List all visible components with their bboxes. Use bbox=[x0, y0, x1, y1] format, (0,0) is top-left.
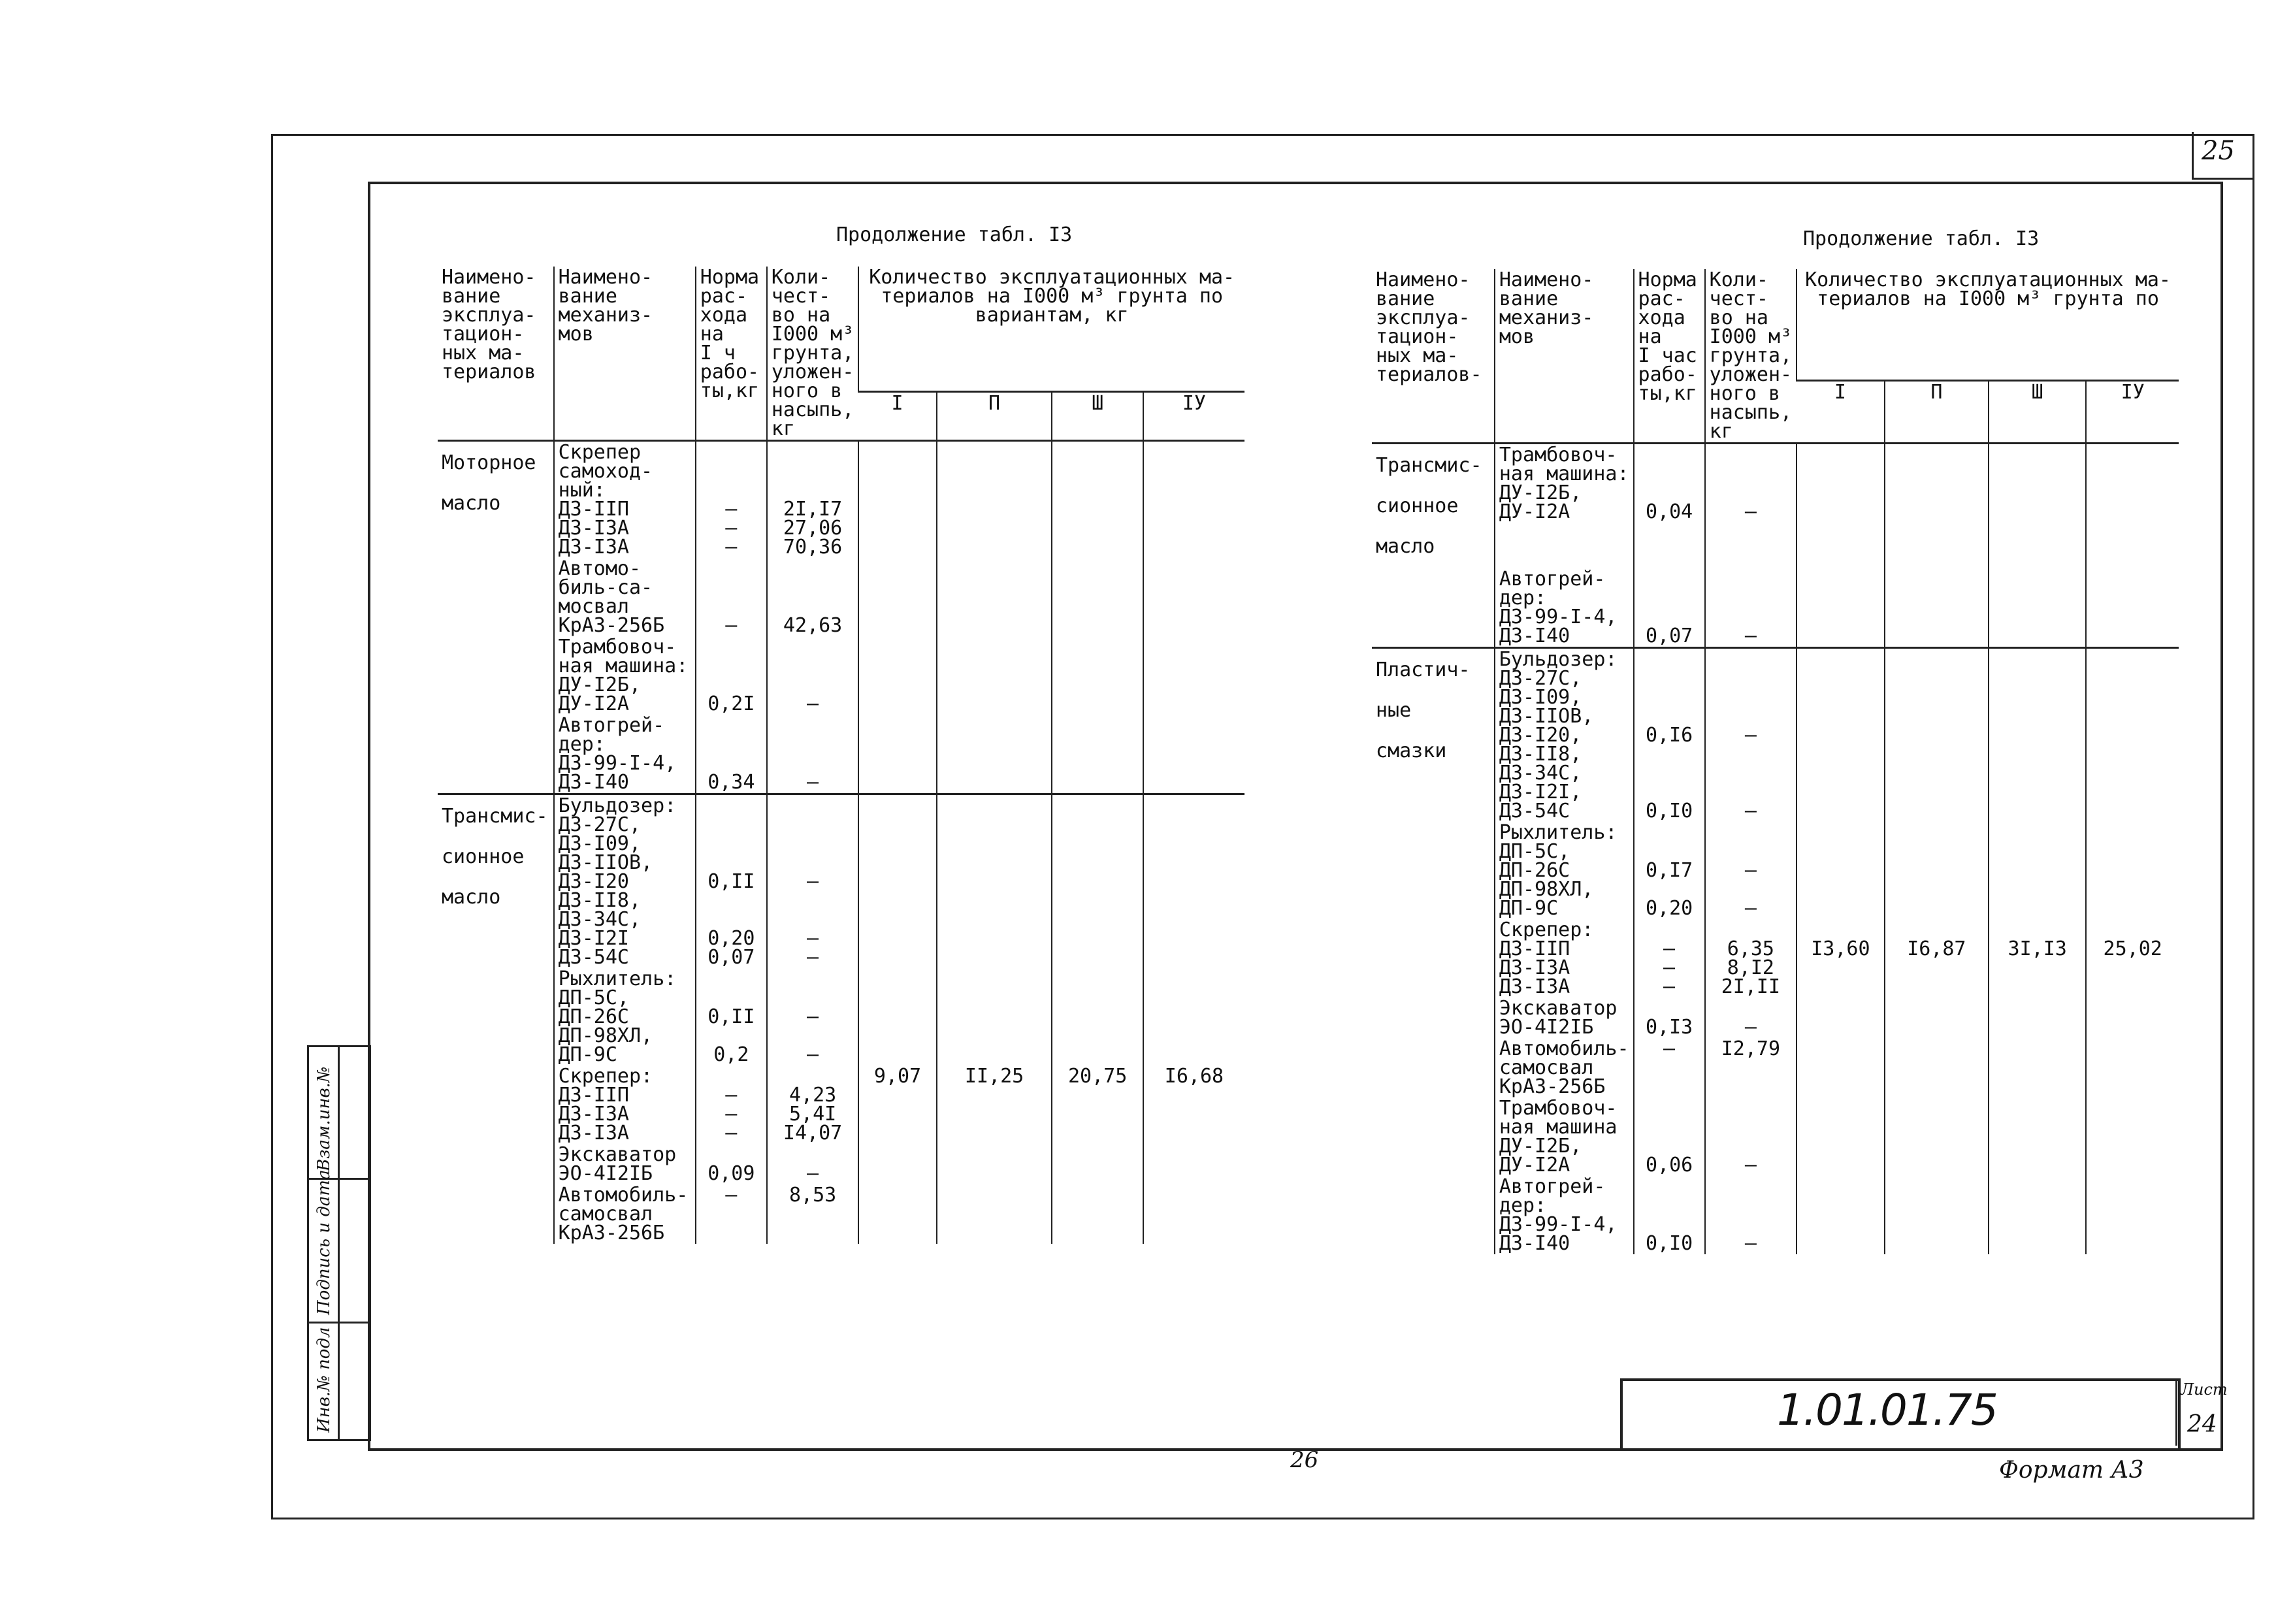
cell-material bbox=[438, 636, 554, 715]
header-variant-1: I bbox=[858, 392, 936, 441]
cell-variant-3 bbox=[1052, 1144, 1143, 1184]
cell-quantity: – bbox=[1705, 1097, 1797, 1176]
document-code: 1.01.01.75 bbox=[1777, 1385, 1997, 1435]
cell-variant-1 bbox=[858, 1184, 936, 1244]
cell-variant-4 bbox=[1143, 558, 1244, 636]
cell-variant-4 bbox=[1143, 1184, 1244, 1244]
table-row bbox=[438, 441, 1244, 559]
cell-quantity: 2I,I7 27,06 70,36 bbox=[767, 441, 858, 559]
cell-variant-1: I3,60 bbox=[1797, 919, 1885, 998]
cell-variant-4 bbox=[2086, 1038, 2179, 1097]
cell-mechanism: Скрепер: ДЗ-IIП ДЗ-I3А ДЗ-I3А bbox=[554, 1065, 696, 1144]
table-row bbox=[1372, 568, 2179, 648]
table-row bbox=[438, 1144, 1244, 1184]
table-row bbox=[1372, 919, 2179, 998]
cell-variant-1 bbox=[1797, 648, 1885, 822]
footer-number: 26 bbox=[1290, 1447, 1319, 1473]
cell-variant-4: I6,68 bbox=[1143, 1065, 1244, 1144]
cell-variant-3 bbox=[1052, 794, 1143, 969]
cell-variant-4 bbox=[1143, 1144, 1244, 1184]
cell-material bbox=[1372, 1038, 1495, 1097]
cell-variant-3 bbox=[1989, 1176, 2086, 1254]
table-row bbox=[1372, 648, 2179, 822]
cell-variant-3 bbox=[1052, 441, 1143, 559]
cell-variant-4 bbox=[1143, 794, 1244, 969]
cell-material bbox=[1372, 822, 1495, 919]
cell-material bbox=[438, 558, 554, 636]
cell-variant-4 bbox=[2086, 998, 2179, 1038]
cell-variant-3 bbox=[1989, 998, 2086, 1038]
cell-norm: – – – bbox=[696, 441, 767, 559]
header-variant-1: I bbox=[1797, 380, 1885, 443]
table-row bbox=[438, 1184, 1244, 1244]
right-continuation-title: Продолжение табл. I3 bbox=[1803, 227, 2040, 250]
cell-mechanism: Автогрей- дер: ДЗ-99-I-4, ДЗ-I40 bbox=[1495, 568, 1634, 648]
cell-mechanism: Скрепер: ДЗ-IIП ДЗ-I3А ДЗ-I3А bbox=[1495, 919, 1634, 998]
cell-norm: 0,I0 bbox=[1634, 1176, 1705, 1254]
table-row bbox=[438, 715, 1244, 794]
header-variant-3: Ш bbox=[1989, 380, 2086, 443]
side-stamp-sign-date: Подпись и дата bbox=[314, 1169, 334, 1315]
cell-variant-1 bbox=[858, 441, 936, 559]
table-row bbox=[438, 968, 1244, 1065]
header-variant-4: IУ bbox=[2086, 380, 2179, 443]
header-norm: Норма рас- хода на I час рабо- ты,кг bbox=[1634, 269, 1705, 444]
cell-variant-3 bbox=[1989, 568, 2086, 648]
cell-variant-4 bbox=[1143, 441, 1244, 559]
cell-variant-2: I6,87 bbox=[1885, 919, 1989, 998]
cell-material bbox=[1372, 919, 1495, 998]
cell-mechanism: Экскаватор ЭО-4I2IБ bbox=[554, 1144, 696, 1184]
cell-variant-4 bbox=[1143, 636, 1244, 715]
cell-variant-2 bbox=[937, 794, 1052, 969]
cell-mechanism: Автомобиль- самосвал КрАЗ-256Б bbox=[554, 1184, 696, 1244]
cell-variant-4 bbox=[1143, 968, 1244, 1065]
cell-norm: 0,04 bbox=[1634, 444, 1705, 569]
cell-variant-3 bbox=[1989, 1038, 2086, 1097]
cell-mechanism: Рыхлитель: ДП-5С, ДП-26С ДП-98ХЛ, ДП-9С bbox=[1495, 822, 1634, 919]
cell-variant-1 bbox=[1797, 568, 1885, 648]
cell-variant-3: 20,75 bbox=[1052, 1065, 1143, 1144]
cell-quantity: – bbox=[1705, 444, 1797, 569]
cell-variant-1 bbox=[1797, 998, 1885, 1038]
cell-variant-3 bbox=[1989, 648, 2086, 822]
cell-variant-4 bbox=[2086, 648, 2179, 822]
cell-norm: – bbox=[696, 1184, 767, 1244]
header-variant-2: П bbox=[937, 392, 1052, 441]
cell-variant-2 bbox=[1885, 568, 1989, 648]
cell-variant-1: 9,07 bbox=[858, 1065, 936, 1144]
cell-norm: 0,II 0,20 0,07 bbox=[696, 794, 767, 969]
cell-material bbox=[438, 1184, 554, 1244]
cell-quantity: – bbox=[767, 715, 858, 794]
left-table bbox=[438, 267, 1244, 1244]
cell-variant-4 bbox=[2086, 444, 2179, 569]
sheet-number: 24 bbox=[2187, 1411, 2217, 1438]
cell-material bbox=[438, 1144, 554, 1184]
cell-quantity: – bbox=[767, 1144, 858, 1184]
cell-variant-4 bbox=[1143, 715, 1244, 794]
cell-norm: – – – bbox=[696, 1065, 767, 1144]
cell-material bbox=[1372, 998, 1495, 1038]
cell-variant-2: II,25 bbox=[937, 1065, 1052, 1144]
cell-variant-1 bbox=[858, 1144, 936, 1184]
cell-variant-1 bbox=[858, 558, 936, 636]
cell-mechanism: Автогрей- дер: ДЗ-99-I-4, ДЗ-I40 bbox=[554, 715, 696, 794]
cell-mechanism: Скрепер самоход- ный: ДЗ-IIП ДЗ-I3А ДЗ-I3А bbox=[554, 441, 696, 559]
side-stamp-inv-no: Инв.№ подл bbox=[314, 1327, 334, 1433]
cell-variant-4: 25,02 bbox=[2086, 919, 2179, 998]
cell-mechanism: Экскаватор ЭО-4I2IБ bbox=[1495, 998, 1634, 1038]
cell-variant-2 bbox=[1885, 444, 1989, 569]
cell-norm: 0,07 bbox=[1634, 568, 1705, 648]
cell-variant-1 bbox=[1797, 444, 1885, 569]
cell-variant-2 bbox=[1885, 648, 1989, 822]
cell-variant-3 bbox=[1052, 558, 1143, 636]
cell-variant-1 bbox=[1797, 1097, 1885, 1176]
table-row bbox=[438, 1065, 1244, 1144]
header-variant-4: IУ bbox=[1143, 392, 1244, 441]
cell-variant-2 bbox=[1885, 1038, 1989, 1097]
cell-variant-4 bbox=[2086, 568, 2179, 648]
table-row bbox=[1372, 998, 2179, 1038]
cell-quantity: 6,35 8,I2 2I,II bbox=[1705, 919, 1797, 998]
cell-variant-1 bbox=[858, 794, 936, 969]
cell-variant-3 bbox=[1989, 444, 2086, 569]
right-table bbox=[1372, 269, 2179, 1254]
cell-norm: 0,09 bbox=[696, 1144, 767, 1184]
cell-material: Трансмис- сионное масло bbox=[438, 794, 554, 969]
cell-variant-3 bbox=[1052, 715, 1143, 794]
cell-material: Моторное масло bbox=[442, 451, 536, 515]
cell-variant-3 bbox=[1989, 822, 2086, 919]
cell-mechanism: Рыхлитель: ДП-5С, ДП-26С ДП-98ХЛ, ДП-9С bbox=[554, 968, 696, 1065]
cell-norm: – bbox=[696, 558, 767, 636]
table-row bbox=[1372, 1038, 2179, 1097]
cell-variant-1 bbox=[858, 715, 936, 794]
footer-format: Формат А3 bbox=[1999, 1457, 2144, 1484]
cell-mechanism: Автомобиль- самосвал КрАЗ-256Б bbox=[1495, 1038, 1634, 1097]
cell-variant-4 bbox=[2086, 822, 2179, 919]
cell-variant-2 bbox=[937, 441, 1052, 559]
table-row bbox=[438, 558, 1244, 636]
header-material: Наимено- вание эксплуа- тацион- ных ма- териалов- bbox=[1372, 269, 1495, 444]
cell-norm: – bbox=[1634, 1038, 1705, 1097]
side-stamp bbox=[307, 1045, 371, 1441]
cell-variant-1 bbox=[1797, 1038, 1885, 1097]
header-variants: Количество эксплуатационных ма- териалов на I000 м³ грунта по вариантам, кг bbox=[858, 267, 1244, 392]
cell-quantity: – bbox=[1705, 1176, 1797, 1254]
cell-mechanism: Бульдозер: ДЗ-27С, ДЗ-I09, ДЗ-IIОВ, ДЗ-I20, ДЗ-II8, ДЗ-34С, ДЗ-I2I, ДЗ-54С bbox=[1495, 648, 1634, 822]
cell-variant-3 bbox=[1052, 968, 1143, 1065]
cell-variant-3 bbox=[1052, 636, 1143, 715]
cell-mechanism: Автомо- биль-са- мосвал КрАЗ-256Б bbox=[554, 558, 696, 636]
cell-quantity: 42,63 bbox=[767, 558, 858, 636]
cell-norm: 0,34 bbox=[696, 715, 767, 794]
side-stamp-replace-inv: Взам.инв.№ bbox=[314, 1066, 334, 1171]
cell-variant-3 bbox=[1989, 1097, 2086, 1176]
cell-mechanism: Трамбовоч- ная машина: ДУ-I2Б, ДУ-I2А bbox=[1495, 444, 1634, 569]
cell-quantity: – – bbox=[1705, 822, 1797, 919]
cell-variant-1 bbox=[858, 636, 936, 715]
cell-variant-2 bbox=[1885, 998, 1989, 1038]
cell-norm: 0,2I bbox=[696, 636, 767, 715]
cell-variant-2 bbox=[937, 715, 1052, 794]
cell-variant-4 bbox=[2086, 1097, 2179, 1176]
cell-variant-2 bbox=[1885, 1176, 1989, 1254]
page-number: 25 bbox=[2202, 136, 2235, 166]
cell-material bbox=[1372, 568, 1495, 648]
cell-variant-2 bbox=[1885, 822, 1989, 919]
header-quantity: Коли- чест- во на I000 м³ грунта, уложен- ного в насыпь, кг bbox=[1705, 269, 1797, 444]
cell-mechanism: Автогрей- дер: ДЗ-99-I-4, ДЗ-I40 bbox=[1495, 1176, 1634, 1254]
table-row bbox=[1372, 822, 2179, 919]
header-mechanism: Наимено- вание механиз- мов bbox=[554, 267, 696, 441]
left-continuation-title: Продолжение табл. I3 bbox=[836, 223, 1073, 246]
table-row bbox=[1372, 444, 2179, 569]
cell-quantity: – – bbox=[767, 968, 858, 1065]
header-quantity: Коли- чест- во на I000 м³ грунта, уложен- ного в насыпь, кг bbox=[767, 267, 858, 441]
cell-mechanism: Трамбовоч- ная машина ДУ-I2Б, ДУ-I2А bbox=[1495, 1097, 1634, 1176]
cell-variant-2 bbox=[1885, 1097, 1989, 1176]
cell-mechanism: Трамбовоч- ная машина: ДУ-I2Б, ДУ-I2А bbox=[554, 636, 696, 715]
header-variants: Количество эксплуатационных ма- териалов на I000 м³ грунта по bbox=[1797, 269, 2179, 380]
cell-norm: 0,06 bbox=[1634, 1097, 1705, 1176]
cell-variant-2 bbox=[937, 1184, 1052, 1244]
cell-norm: 0,I7 0,20 bbox=[1634, 822, 1705, 919]
sheet-label: Лист bbox=[2181, 1380, 2228, 1399]
cell-mechanism: Бульдозер: ДЗ-27С, ДЗ-I09, ДЗ-IIОВ, ДЗ-I20 ДЗ-II8, ДЗ-34С, ДЗ-I2I ДЗ-54С bbox=[554, 794, 696, 969]
cell-quantity: – – bbox=[1705, 648, 1797, 822]
cell-variant-1 bbox=[858, 968, 936, 1065]
cell-variant-3 bbox=[1052, 1184, 1143, 1244]
header-variant-3: Ш bbox=[1052, 392, 1143, 441]
cell-quantity: – bbox=[767, 636, 858, 715]
cell-material bbox=[438, 1065, 554, 1144]
cell-variant-2 bbox=[937, 558, 1052, 636]
table-row bbox=[1372, 1097, 2179, 1176]
cell-norm: 0,II 0,2 bbox=[696, 968, 767, 1065]
cell-variant-4 bbox=[2086, 1176, 2179, 1254]
cell-norm: – – – bbox=[1634, 919, 1705, 998]
header-norm: Норма рас- хода на I ч рабо- ты,кг bbox=[696, 267, 767, 441]
cell-quantity: – bbox=[1705, 998, 1797, 1038]
cell-variant-2 bbox=[937, 636, 1052, 715]
cell-norm: 0,I6 0,I0 bbox=[1634, 648, 1705, 822]
cell-quantity: I2,79 bbox=[1705, 1038, 1797, 1097]
cell-variant-1 bbox=[1797, 822, 1885, 919]
cell-material: Трансмис- сионное масло bbox=[1376, 454, 1482, 558]
cell-norm: 0,I3 bbox=[1634, 998, 1705, 1038]
cell-quantity: – bbox=[1705, 568, 1797, 648]
table-row bbox=[1372, 1176, 2179, 1254]
cell-quantity: 8,53 bbox=[767, 1184, 858, 1244]
header-mechanism: Наимено- вание механиз- мов bbox=[1495, 269, 1634, 444]
cell-material: Пластич- ные смазки bbox=[1372, 648, 1495, 822]
cell-quantity: 4,23 5,4I I4,07 bbox=[767, 1065, 858, 1144]
table-row bbox=[438, 794, 1244, 969]
cell-variant-2 bbox=[937, 968, 1052, 1065]
table-row bbox=[438, 636, 1244, 715]
header-material: Наимено- вание эксплуа- тацион- ных ма- териалов bbox=[438, 267, 554, 441]
cell-variant-3: 3I,I3 bbox=[1989, 919, 2086, 998]
cell-variant-2 bbox=[937, 1144, 1052, 1184]
cell-variant-1 bbox=[1797, 1176, 1885, 1254]
cell-material bbox=[1372, 1176, 1495, 1254]
cell-material bbox=[438, 715, 554, 794]
header-variant-2: П bbox=[1885, 380, 1989, 443]
cell-material bbox=[1372, 1097, 1495, 1176]
cell-quantity: – – – bbox=[767, 794, 858, 969]
cell-material bbox=[438, 968, 554, 1065]
